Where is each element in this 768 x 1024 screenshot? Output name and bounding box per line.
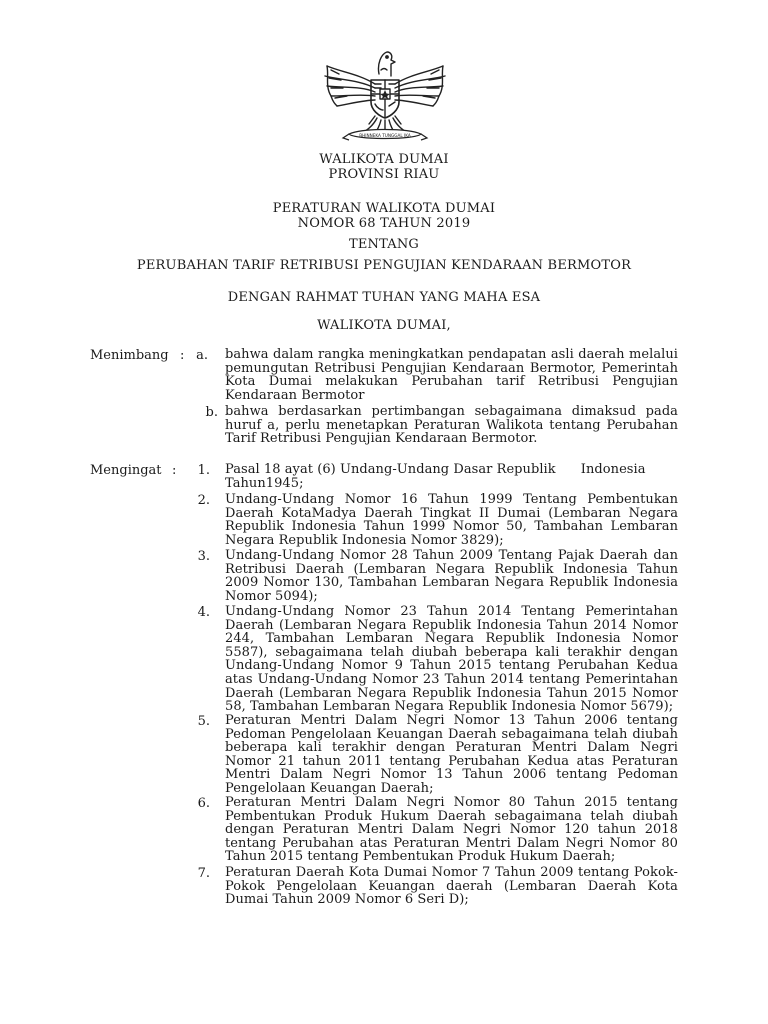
menimbang-label: Menimbang [90,348,169,363]
mengingat-item-marker: 4. [197,605,210,620]
menimbang-colon: : [180,348,185,363]
menimbang-item-marker: b. [205,405,218,420]
regulation-type: PERATURAN WALIKOTA DUMAI [272,201,496,216]
mengingat-item-marker: 2. [197,493,210,508]
issuer-title: WALIKOTA DUMAI [319,152,449,167]
invocation: DENGAN RAHMAT TUHAN YANG MAHA ESA [227,290,541,305]
mengingat-item-marker: 3. [197,549,210,564]
about-label: TENTANG [348,237,420,252]
mengingat-item-marker: 5. [197,714,210,729]
emblem-motto: BHINNEKA TUNGGAL IKA [359,133,411,138]
mengingat-item-marker: 6. [197,796,210,811]
mengingat-item-text: Pasal 18 ayat (6) Undang-Undang Dasar Republik Indonesia Tahun1945; [225,462,650,491]
mengingat-item-text: Peraturan Mentri Dalam Negri Nomor 80 Tahun 2015 tentang Pembentukan Produk Hukum Daerah sebagaimana telah diubah dengan Peraturan Mentri Dalam Negri Nomor 120 tahun 2018 tentang Perubahan atas Peraturan Mentri Dalam Negri Nomor 80 Tahun 2015 tentang Pembentukan Produk Hukum Daerah; [225,795,678,865]
mengingat-item-text: Undang-Undang Nomor 28 Tahun 2009 Tentang Pajak Daerah dan Retribusi Daerah (Lembaran Negara Republik Indonesia Tahun 2009 Nomor 130, Tambahan Lembaran Negara Republik Indonesia Nomor 5094); [225,548,678,604]
menimbang-item-text: bahwa berdasarkan pertimbangan sebagaimana dimaksud pada huruf a, perlu menetapkan Peraturan Walikota tentang Perubahan Tarif Retribusi Pengujian Kendaraan Bermotor. [225,404,678,447]
mengingat-item-text: Peraturan Daerah Kota Dumai Nomor 7 Tahun 2009 tentang Pokok-Pokok Pengelolaan Keuangan daerah (Lembaran Daerah Kota Dumai Tahun 2009 Nomor 6 Seri D); [225,865,678,908]
mengingat-label: Mengingat [90,463,162,478]
issuer-province: PROVINSI RIAU [328,167,440,182]
menimbang-item-text: bahwa dalam rangka meningkatkan pendapatan asli daerah melalui pemungutan Retribusi Pengujian Kendaraan Bermotor, Pemerintah Kota Dumai melakukan Perubahan tarif Retribusi Pengujian Kendaraan Bermotor [225,347,678,403]
regulation-number: NOMOR 68 TAHUN 2019 [297,216,471,231]
mengingat-item-text: Undang-Undang Nomor 23 Tahun 2014 Tentang Pemerintahan Daerah (Lembaran Negara Republik Indonesia Tahun 2014 Nomor 244, Tambahan Lembaran Negara Republik Indonesia Nomor 5587), sebagaimana telah diubah beberapa kali terakhir dengan Undang-Undang Nomor 9 Tahun 2015 tentang Perubahan Kedua atas Undang-Undang Nomor 23 Tahun 2014 tentang Pemerintahan Daerah (Lembaran Negara Republik Indonesia Tahun 2015 Nomor 58, Tambahan Lembaran Negara Republik Indonesia Nomor 5679); [225,604,678,715]
mengingat-item-text: Peraturan Mentri Dalam Negri Nomor 13 Tahun 2006 tentang Pedoman Pengelolaan Keuangan Daerah sebagaimana telah diubah beberapa kali terakhir dengan Peraturan Mentri Dalam Negri Nomor 21 tahun 2011 tentang Perubahan Kedua atas Peraturan Mentri Dalam Negri Nomor 13 Tahun 2006 tentang Pedoman Pengelolaan Keuangan Daerah; [225,713,678,796]
regulation-subject: PERUBAHAN TARIF RETRIBUSI PENGUJIAN KENDARAAN BERMOTOR [136,258,632,273]
mengingat-item-marker: 1. [197,463,210,478]
menimbang-item-marker: a. [196,348,208,363]
mengingat-colon: : [172,463,177,478]
issuer-signature-heading: WALIKOTA DUMAI, [317,318,451,333]
mengingat-item-text: Undang-Undang Nomor 16 Tahun 1999 Tentang Pembentukan Daerah KotaMadya Daerah Tingkat II Dumai (Lembaran Negara Republik Indonesia Tahun 1999 Nomor 50, Tambahan Lembaran Negara Republik Indonesia Nomor 3829); [225,492,678,548]
garuda-pancasila-emblem-icon [319,44,451,148]
mengingat-item-marker: 7. [197,866,210,881]
